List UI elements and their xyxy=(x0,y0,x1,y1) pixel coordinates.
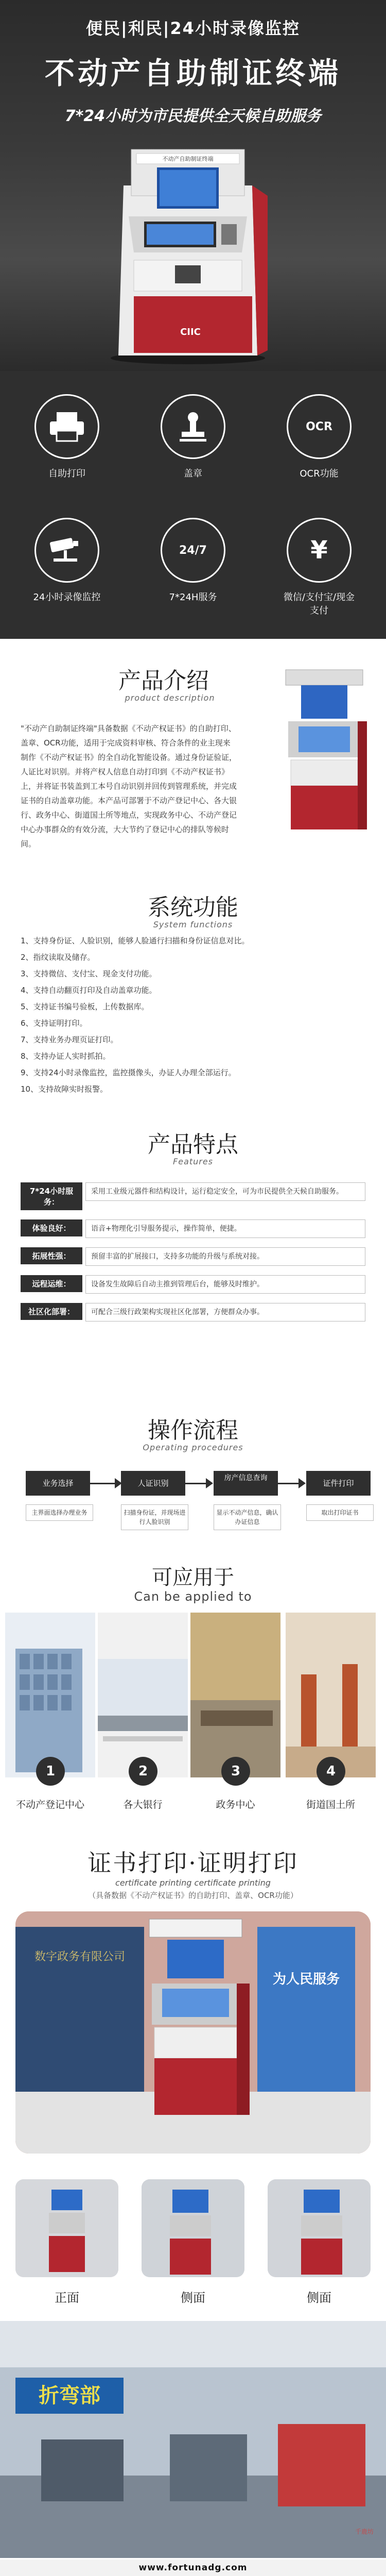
process-step-desc: 显示不动产信息，确认办证信息 xyxy=(214,1504,281,1530)
intro-text: "不动产自助制证终端"具备数据《不动产权证书》的自助打印、盖章、OCR功能，适用于完成资料审核、符合条件的业主现来制作《不动产权证书》的全自动化智能设备。通过身份证验证，人证比对识别。并将产权人信息自动打印到《不动产权证书》上，并将证书装盖到工本号自动识别并回传到管理系统，并完成证书的自动盖章功能。本产品可部署于不动产登记中心、各大银行、政务中心、街道国土所等地点，实现政务中心、不动产登记中心办事群众的有效分流，大大节约了登记中心的排队等候时间。 xyxy=(21,724,237,849)
list-item: 8、支持办证人实时抓拍。 xyxy=(21,1052,111,1061)
view-label: 侧面 xyxy=(181,2291,205,2305)
cert-subtitle-2: （具备数据《不动产权证书》的自助打印、盖章、OCR功能） xyxy=(88,1891,298,1900)
kiosk-brand-text: CIIC xyxy=(180,327,201,337)
cert-subtitle: certificate printing certificate printing xyxy=(115,1878,271,1888)
apply-number: 4 xyxy=(317,1757,345,1786)
flow-connector xyxy=(278,1483,300,1484)
intro-subtitle: product description xyxy=(125,693,215,703)
apply-number: 1 xyxy=(36,1757,65,1786)
real-estate-center-image xyxy=(5,1613,95,1777)
feature-print xyxy=(28,394,106,480)
process-step-desc: 主界面选择办理业务 xyxy=(26,1504,93,1521)
flow-arrow-icon xyxy=(299,1478,306,1488)
feature-ocr-label: OCR功能 xyxy=(300,468,339,479)
feature-row xyxy=(21,1275,365,1294)
intro-kiosk-image xyxy=(275,665,373,835)
apply-title: 可应用于 xyxy=(152,1566,234,1589)
feature-payment xyxy=(280,518,358,617)
cctv-camera-icon xyxy=(34,518,99,583)
apply-label: 街道国土所 xyxy=(306,1799,355,1810)
list-item: 7、支持业务办理页证打印。 xyxy=(21,1035,118,1044)
feature-row-text: 设备发生故障后自动主推到管理后台，能够及时维护。 xyxy=(85,1275,365,1294)
feature-cctv-label: 24小时录像监控 xyxy=(33,592,101,603)
site-url[interactable]: www.fortunadg.com xyxy=(0,2560,386,2576)
yen-payment-icon xyxy=(287,518,352,583)
feature-row xyxy=(21,1182,365,1210)
hero-subtitle: 7*24小时为市民提供全天候自助服务 xyxy=(64,107,322,125)
stamp-icon xyxy=(161,394,225,459)
feature-row-label: 体验良好： xyxy=(21,1219,82,1236)
feature-row-text: 语音+物理化引导服务提示，操作简单，便捷。 xyxy=(85,1219,365,1238)
watermark: 千鹿坊 xyxy=(355,2528,374,2535)
printer-icon xyxy=(34,394,99,459)
functions-list xyxy=(21,933,350,1097)
serve-people-text: 为人民服务 xyxy=(272,1972,340,1987)
feature-row-label: 拓展性强： xyxy=(21,1247,82,1264)
view-label: 侧面 xyxy=(307,2291,331,2305)
clock-icon-text: 24/7 xyxy=(179,544,207,557)
feature-row xyxy=(21,1247,365,1266)
apply-label: 各大银行 xyxy=(123,1799,163,1810)
view-label: 正面 xyxy=(55,2291,79,2305)
cert-showroom-photo xyxy=(15,1911,371,2154)
functions-title: 系统功能 xyxy=(148,894,238,921)
feature-row xyxy=(21,1303,365,1321)
feature-247-label: 7*24H服务 xyxy=(169,592,217,603)
kiosk-header-text: 不动产自助制证终端 xyxy=(162,156,214,162)
hero-tagline: 便民|利民|24小时录像监控 xyxy=(86,19,300,38)
list-item: 4、支持自动翻页打印及自动盖章功能。 xyxy=(21,986,157,995)
list-item: 10、支持故障实时报警。 xyxy=(21,1084,108,1094)
apply-number: 2 xyxy=(129,1757,157,1786)
cert-title: 证书打印·证明打印 xyxy=(87,1849,299,1877)
side-view-photo-2 xyxy=(268,2179,371,2277)
ocr-icon xyxy=(287,394,352,459)
building-name-text: 数字政务有限公司 xyxy=(34,1951,126,1963)
feature-stamp xyxy=(154,394,232,480)
land-office-image xyxy=(286,1613,376,1777)
bank-image xyxy=(98,1613,188,1777)
feature-payment-label: 微信/支付宝/现金支付 xyxy=(283,592,355,616)
features-title: 产品特点 xyxy=(148,1131,238,1158)
feature-row-text: 预留丰富的扩展接口，支持多功能的升级与系统对接。 xyxy=(85,1247,365,1266)
flow-connector xyxy=(185,1483,207,1484)
feature-row xyxy=(21,1219,365,1238)
list-item: 2、指纹读取及储存。 xyxy=(21,953,95,962)
feature-ocr xyxy=(280,394,358,480)
feature-row-label: 社区化部署： xyxy=(21,1303,82,1320)
functions-subtitle: System functions xyxy=(153,920,233,929)
ocr-icon-text: OCR xyxy=(306,420,332,433)
kiosk-illustration xyxy=(103,139,273,366)
apply-subtitle: Can be applied to xyxy=(134,1589,252,1604)
process-subtitle: Operating procedures xyxy=(143,1443,243,1452)
factory-sign-text: 折弯部 xyxy=(39,2384,100,2408)
process-step: 证件打印 xyxy=(306,1471,371,1496)
government-center-image xyxy=(190,1613,280,1777)
apply-label: 不动产登记中心 xyxy=(15,1799,84,1810)
side-view-photo xyxy=(142,2179,244,2277)
apply-label: 政务中心 xyxy=(216,1799,255,1810)
hero-banner xyxy=(0,0,386,371)
flow-arrow-icon xyxy=(206,1478,213,1488)
feature-247 xyxy=(154,518,232,603)
feature-print-label: 自助打印 xyxy=(48,468,85,479)
process-step-desc: 取出打印证书 xyxy=(306,1504,374,1521)
list-item: 9、支持24小时录像监控，监控摄像头，办证人办理全部运行。 xyxy=(21,1068,236,1077)
process-title: 操作流程 xyxy=(148,1417,238,1444)
intro-title: 产品介绍 xyxy=(118,668,209,694)
list-item: 6、支持证明打印。 xyxy=(21,1019,87,1028)
process-step-desc: 扫描身份证，并现场进行人脸识别 xyxy=(121,1504,188,1530)
24-7-clock-icon xyxy=(161,518,225,583)
list-item: 3、支持微信、支付宝、现金支付功能。 xyxy=(21,969,157,978)
factory-photo xyxy=(0,2321,386,2558)
yen-icon-text: ¥ xyxy=(310,536,328,565)
process-step: 房产信息查询 xyxy=(214,1471,278,1496)
list-item: 5、支持证书编号验板，上传数据库。 xyxy=(21,1002,149,1011)
process-step: 人证识别 xyxy=(121,1471,185,1496)
feature-cctv xyxy=(28,518,106,603)
front-view-photo xyxy=(15,2179,118,2277)
hero-title: 不动产自助制证终端 xyxy=(44,56,341,91)
feature-row-text: 可配合三级行政架构实现社区化部署，方便群众办事。 xyxy=(85,1303,365,1321)
apply-number: 3 xyxy=(221,1757,250,1786)
features-subtitle: Features xyxy=(172,1157,214,1166)
feature-stamp-label: 盖章 xyxy=(184,468,202,479)
feature-row-label: 7*24小时服务： xyxy=(21,1182,82,1210)
list-item: 1、支持身份证、人脸识别，能够人脸通行扫描和身份证信息对比。 xyxy=(21,936,250,945)
feature-row-text: 采用工业级元器件和结构设计，运行稳定安全，可为市民提供全天候自助服务。 xyxy=(85,1182,365,1201)
feature-row-label: 远程运维： xyxy=(21,1275,82,1292)
features-table xyxy=(21,1182,365,1331)
process-step: 业务选择 xyxy=(26,1471,90,1496)
feature-icon-bar xyxy=(0,371,386,639)
